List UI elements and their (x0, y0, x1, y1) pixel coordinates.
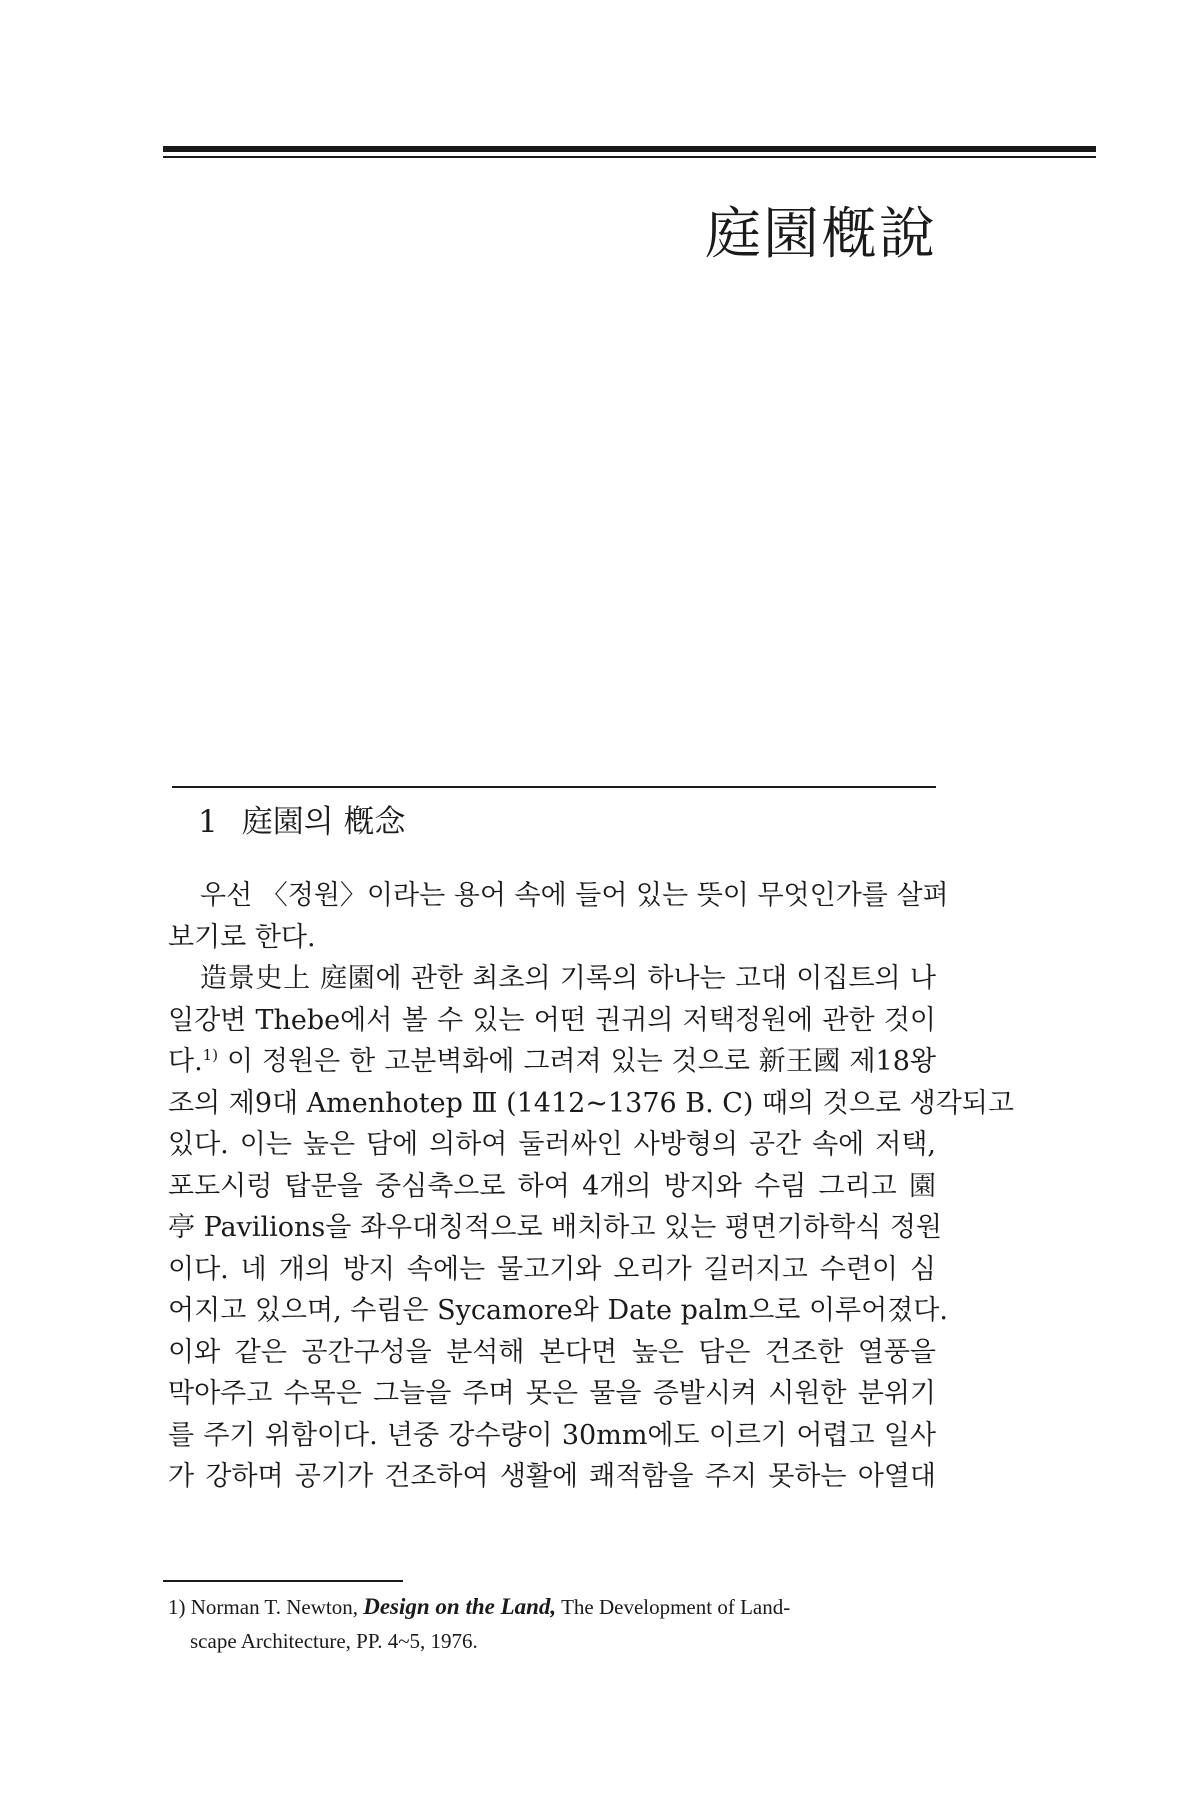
text-fragment: 이 정원은 한 고분벽화에 그려져 있는 것으로 新王國 제18왕 (218, 1046, 936, 1077)
footnote-line (168, 1590, 938, 1624)
section-rule (172, 786, 936, 788)
text-line: 포도시렁 탑문을 중심축으로 하여 4개의 방지와 수림 그리고 園 (168, 1170, 936, 1202)
footnote (168, 1590, 938, 1658)
text-line: 이다. 네 개의 방지 속에는 물고기와 오리가 길러지고 수련이 심 (168, 1253, 936, 1285)
footnote-author: Norman T. Newton, (190, 1595, 358, 1619)
body-text (168, 875, 1014, 1498)
text-line: 일강변 Thebe에서 볼 수 있는 어떤 권귀의 저택정원에 관한 것이 (168, 1004, 936, 1036)
text-line: 조의 제9대 Amenhotep Ⅲ (1412~1376 B. C) 때의 것으로 생각되고 (168, 1087, 1014, 1119)
footnote-marker: 1) (168, 1595, 186, 1619)
footnote-reference: 1) (202, 1046, 219, 1064)
text-line-with-footnote (168, 1041, 936, 1083)
text-line: 우선 〈정원〉이라는 용어 속에 들어 있는 뜻이 무엇인가를 살펴 (200, 880, 949, 911)
chapter-title: 庭園槪說 (705, 202, 937, 267)
footnote-subtitle: The Development of Land- (561, 1595, 791, 1619)
text-line: 보기로 한다. (168, 921, 316, 953)
footnote-book-title: Design on the Land, (363, 1594, 557, 1619)
text-fragment: 다. (168, 1046, 203, 1077)
paragraph-1 (168, 875, 949, 958)
footnote-rule (163, 1580, 403, 1582)
text-line: 어지고 있으며, 수림은 Sycamore와 Date palm으로 이루어졌다. (168, 1295, 948, 1326)
text-line: 亭 Pavilions을 좌우대칭적으로 배치하고 있는 평면기하학식 정원 (168, 1212, 943, 1243)
text-line: 造景史上 庭園에 관한 최초의 기록의 하나는 고대 이집트의 나 (200, 963, 936, 994)
text-line: 이와 같은 공간구성을 분석해 본다면 높은 담은 건조한 열풍을 (168, 1336, 936, 1368)
text-line: 막아주고 수목은 그늘을 주며 못은 물을 증발시켜 시원한 분위기 (168, 1378, 936, 1409)
paragraph-2 (168, 958, 1014, 1498)
text-line: 있다. 이는 높은 담에 의하여 둘러싸인 사방형의 공간 속에 저택, (168, 1129, 936, 1160)
top-rule-thick (163, 146, 1096, 152)
text-line: 를 주기 위함이다. 년중 강수량이 30mm에도 이르기 어렵고 일사 (168, 1419, 936, 1451)
top-rule-thin (163, 156, 1096, 158)
footnote-line: scape Architecture, PP. 4~5, 1976. (190, 1629, 478, 1653)
section-heading (198, 796, 406, 841)
section-title: 庭園의 槪念 (241, 804, 406, 840)
text-line: 가 강하며 공기가 건조하여 생활에 쾌적함을 주지 못하는 아열대 (168, 1461, 936, 1492)
section-number: 1 (198, 804, 218, 840)
